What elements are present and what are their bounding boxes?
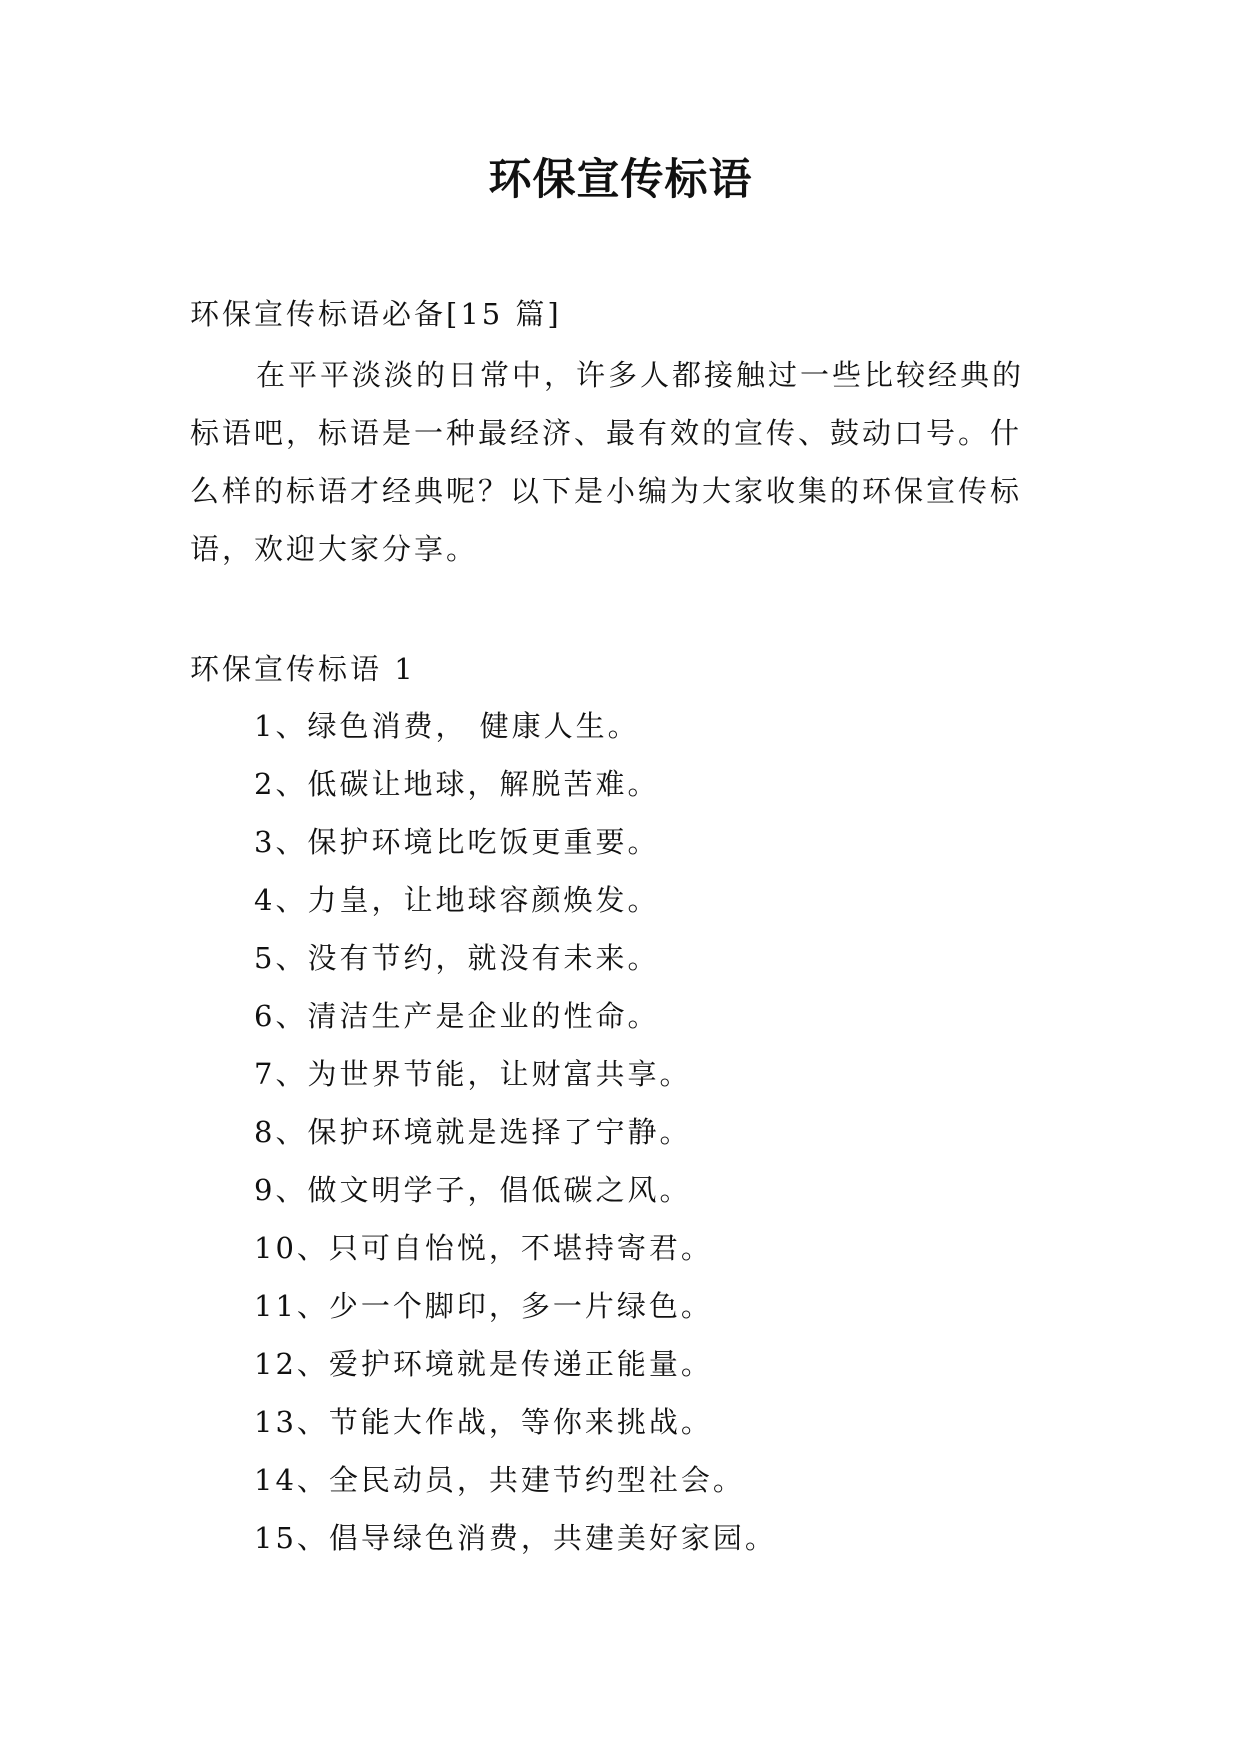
slogan-item-6: 6、清洁生产是企业的性命。 (254, 999, 660, 1033)
slogan-item-12: 12、爱护环境就是传递正能量。 (254, 1347, 713, 1381)
slogan-item-2: 2、低碳让地球，解脱苦难。 (254, 767, 660, 801)
slogan-item-10: 10、只可自怡悦，不堪持寄君。 (254, 1231, 713, 1265)
slogan-item-3: 3、保护环境比吃饭更重要。 (254, 825, 660, 859)
slogan-item-13: 13、节能大作战，等你来挑战。 (254, 1405, 713, 1439)
section-heading: 环保宣传标语 1 (190, 652, 416, 686)
slogan-item-11: 11、少一个脚印，多一片绿色。 (254, 1289, 713, 1323)
document-subtitle: 环保宣传标语必备[15 篇] (190, 297, 562, 331)
slogan-item-9: 9、做文明学子，倡低碳之风。 (254, 1173, 692, 1207)
slogan-list (254, 697, 1054, 1567)
slogan-item-7: 7、为世界节能，让财富共享。 (254, 1057, 692, 1091)
slogan-item-5: 5、没有节约，就没有未来。 (254, 941, 660, 975)
slogan-item-4: 4、力皇，让地球容颜焕发。 (254, 883, 660, 917)
document-title: 环保宣传标语 (488, 155, 753, 205)
slogan-item-8: 8、保护环境就是选择了宁静。 (254, 1115, 692, 1149)
slogan-item-1: 1、绿色消费， 健康人生。 (254, 709, 640, 743)
intro-paragraph: 在平平淡淡的日常中，许多人都接触过一些比较经典的标语吧，标语是一种最经济、最有效的宣传、鼓动口号。什么样的标语才经典呢？以下是小编为大家收集的环保宣传标语，欢迎大家分享。 (190, 358, 1025, 566)
slogan-item-14: 14、全民动员，共建节约型社会。 (254, 1463, 745, 1497)
slogan-item-15: 15、倡导绿色消费，共建美好家园。 (254, 1521, 777, 1555)
